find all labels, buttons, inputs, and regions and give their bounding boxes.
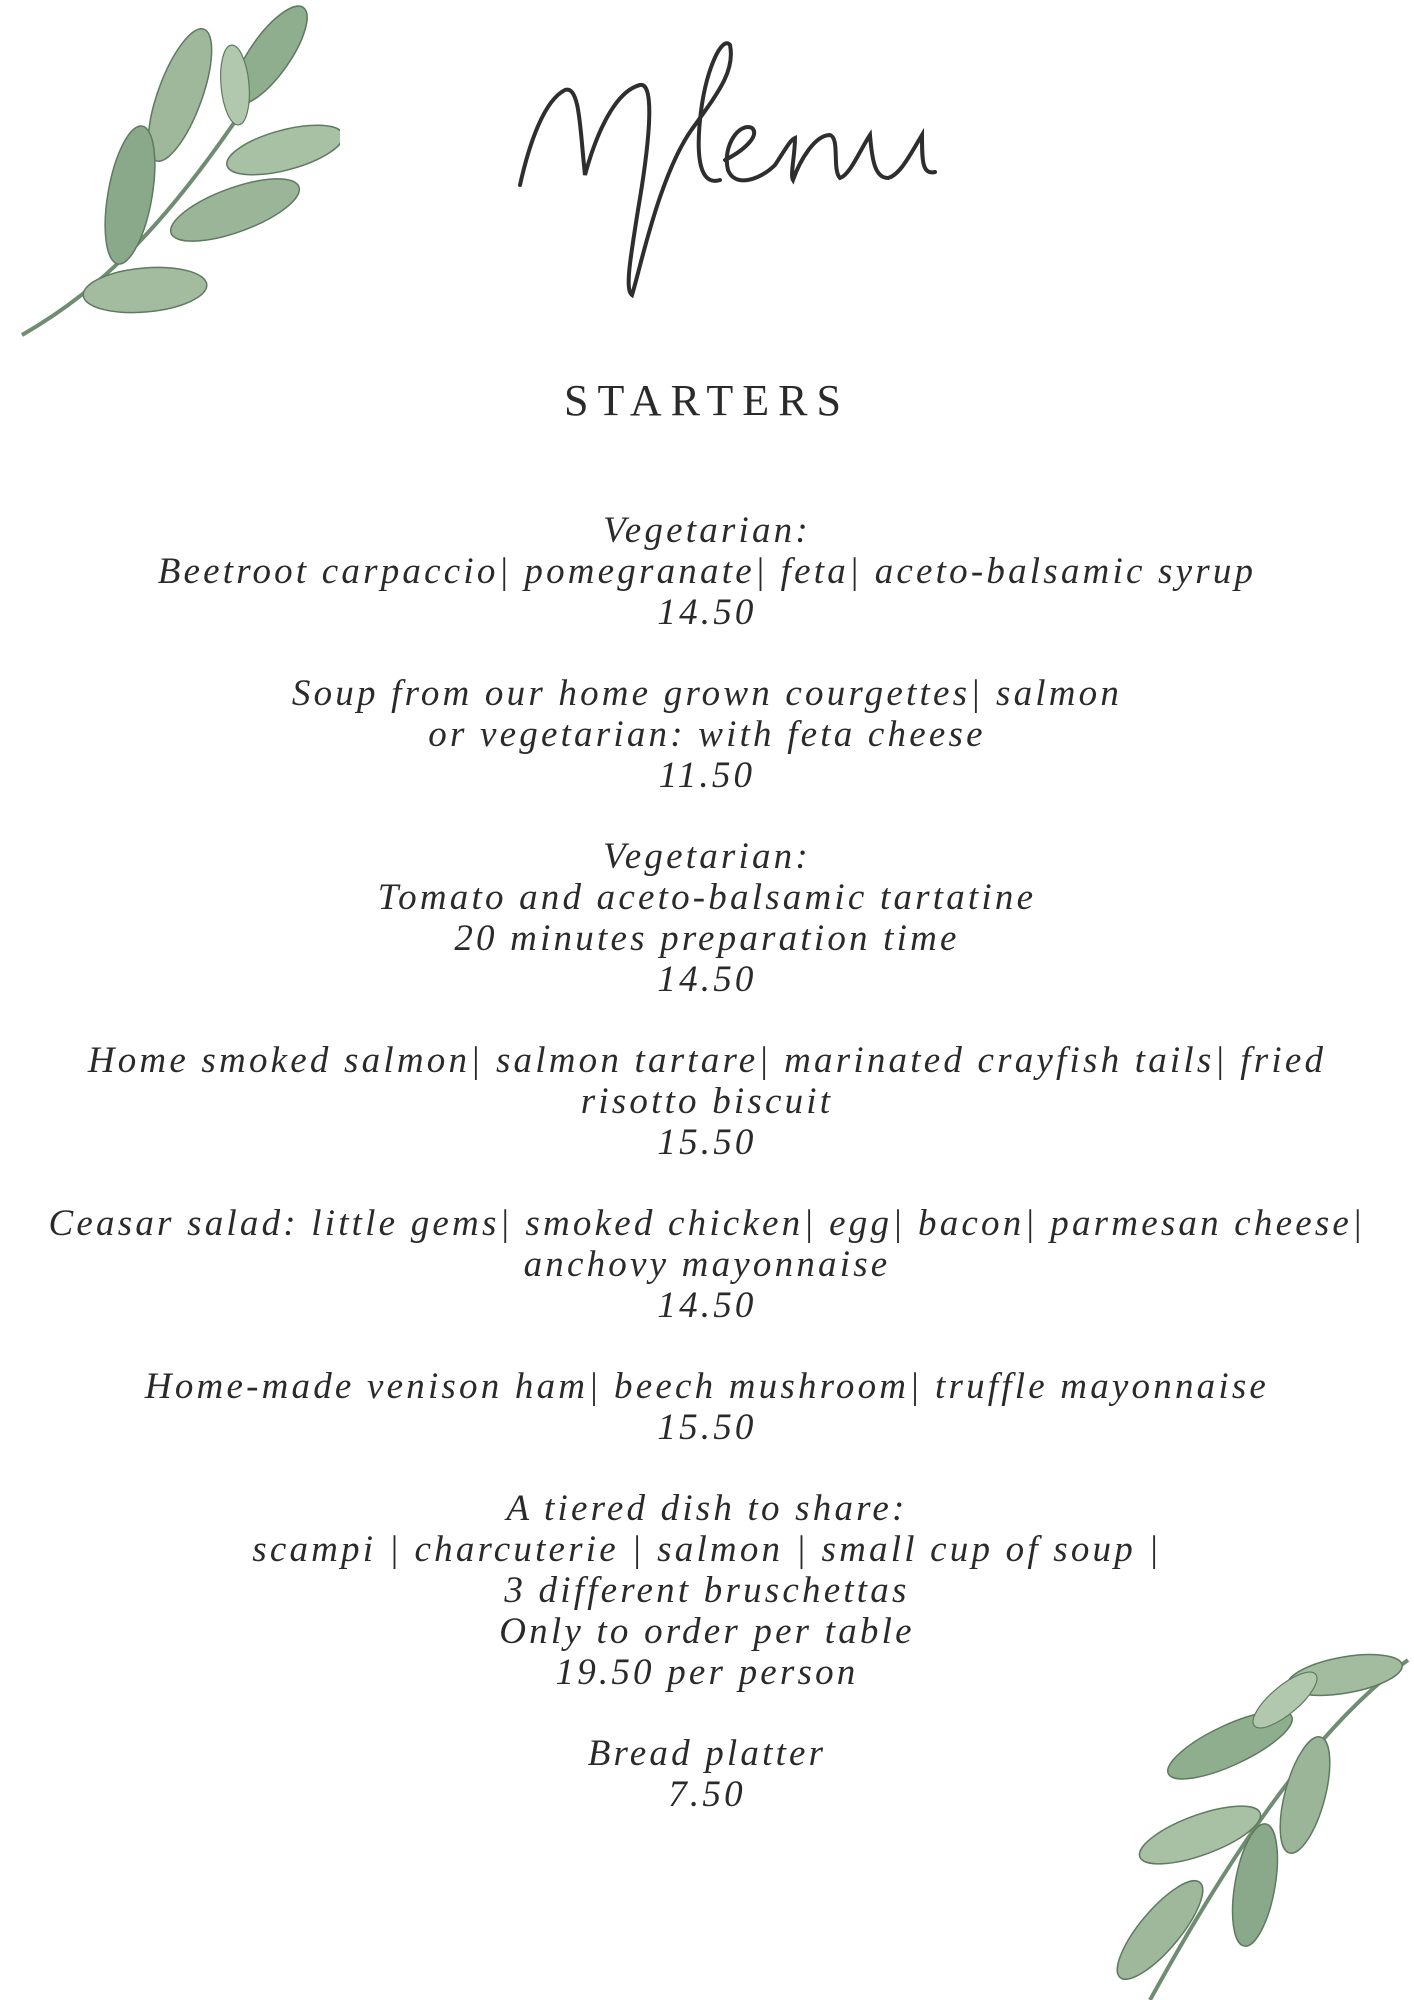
menu-item (40, 673, 1374, 796)
item-line: Only to order per table (499, 1611, 915, 1652)
item-line: 20 minutes preparation time (454, 918, 960, 959)
item-price: 15.50 (657, 1407, 757, 1448)
item-price: 7.50 (668, 1774, 746, 1815)
olive-branch-icon (1090, 1630, 1414, 2000)
item-line: Tomato and aceto-balsamic tartatine (377, 877, 1037, 918)
item-line: 3 different bruschettas (504, 1570, 910, 1611)
item-line: risotto biscuit (580, 1081, 834, 1122)
menu-item (40, 510, 1374, 633)
item-line: Vegetarian: (603, 510, 811, 551)
item-price: 14.50 (657, 1285, 757, 1326)
menu-item (40, 1366, 1374, 1448)
item-line: Soup from our home grown courgettes| salmon (291, 673, 1123, 714)
item-line: scampi | charcuterie | salmon | small cup of soup | (252, 1529, 1162, 1570)
item-line: Beetroot carpaccio| pomegranate| feta| aceto-balsamic syrup (157, 551, 1257, 592)
item-price: 14.50 (657, 959, 757, 1000)
section-title: STARTERS (564, 376, 850, 425)
olive-branch-icon (10, 0, 340, 350)
item-price: 19.50 per person (555, 1652, 859, 1693)
menu-title (490, 10, 950, 310)
menu-item (40, 1203, 1374, 1326)
item-line: or vegetarian: with feta cheese (428, 714, 986, 755)
item-line: Bread platter (587, 1733, 827, 1774)
item-line: Home-made venison ham| beech mushroom| truffle mayonnaise (144, 1366, 1270, 1407)
item-price: 11.50 (658, 755, 756, 796)
menu-item (40, 836, 1374, 1000)
item-line: anchovy mayonnaise (523, 1244, 891, 1285)
item-line: Ceasar salad: little gems| smoked chicken| egg| bacon| parmesan cheese| (48, 1203, 1366, 1244)
menu-title-text: Menu (490, 10, 493, 11)
menu-item (40, 1040, 1374, 1163)
item-line: A tiered dish to share: (506, 1488, 908, 1529)
item-price: 14.50 (657, 592, 757, 633)
item-line: Vegetarian: (603, 836, 811, 877)
item-line: Home smoked salmon| salmon tartare| marinated crayfish tails| fried (87, 1040, 1327, 1081)
item-price: 15.50 (657, 1122, 757, 1163)
